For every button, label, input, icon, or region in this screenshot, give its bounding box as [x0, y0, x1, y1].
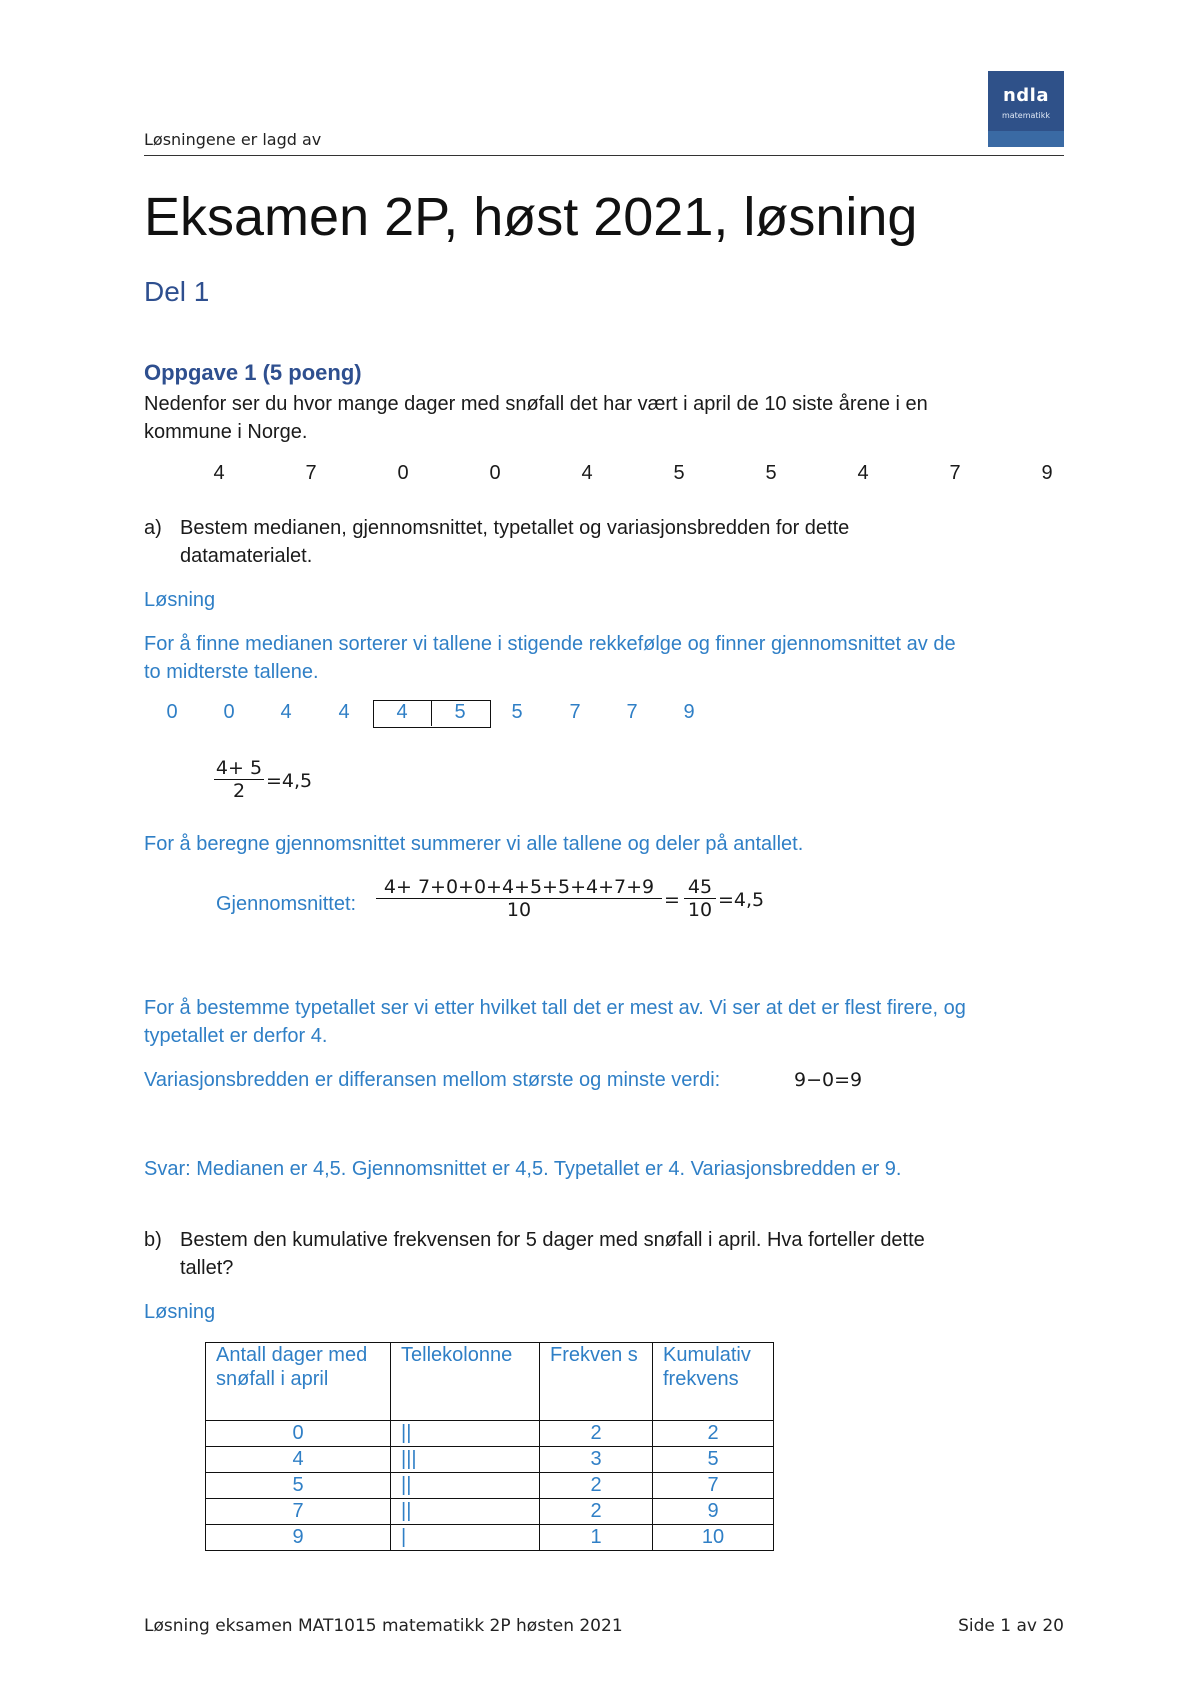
footer-title: Løsning eksamen MAT1015 matematikk 2P høsten 2021: [144, 1616, 623, 1636]
table-row: [206, 1525, 774, 1551]
table-row: [206, 1499, 774, 1525]
table-cell: 2: [653, 1421, 774, 1447]
sorted-value: 7: [626, 701, 638, 723]
median-fraction: [214, 757, 264, 802]
part-a-label: a): [144, 517, 162, 539]
data-value: 5: [673, 462, 685, 484]
sorted-value: 0: [223, 701, 235, 723]
table-cell: 9: [206, 1525, 391, 1551]
data-values-row: [0, 462, 1200, 492]
table-header-row: [206, 1343, 774, 1421]
mean-fraction-simplified: [684, 876, 716, 921]
median-highlight-box: [373, 700, 491, 728]
mean-frac2-denominator: 10: [687, 899, 713, 921]
part-b-text-line2: tallet?: [180, 1257, 234, 1279]
mean-frac-denominator: 10: [506, 899, 532, 921]
sorted-values-row: [0, 701, 1200, 731]
sorted-value: 5: [454, 701, 466, 723]
table-cell: 9: [653, 1499, 774, 1525]
part-b-solution-label: Løsning: [144, 1301, 216, 1323]
table-cell: 4: [206, 1447, 391, 1473]
table-cell: 0: [206, 1421, 391, 1447]
task-intro-line2: kommune i Norge.: [144, 421, 308, 443]
page-title: Eksamen 2P, høst 2021, løsning: [144, 187, 918, 247]
mean-label: Gjennomsnittet:: [216, 893, 357, 915]
table-cell: 10: [653, 1525, 774, 1551]
mean-frac-numerator: 4+ 7+0+0+4+5+5+4+7+9: [383, 876, 655, 898]
table-cell: 2: [540, 1499, 653, 1525]
footer-page-number: Side 1 av 20: [958, 1616, 1064, 1636]
data-value: 4: [213, 462, 225, 484]
section-heading: Del 1: [144, 276, 210, 307]
median-text-line1: For å finne medianen sorterer vi tallene i stigende rekkefølge og finner gjennomsnittet av de: [144, 633, 956, 655]
part-b-label: b): [144, 1229, 162, 1251]
mode-text-line2: typetallet er derfor 4.: [144, 1025, 328, 1047]
sorted-value: 9: [683, 701, 695, 723]
table-row: [206, 1473, 774, 1499]
sorted-value: 4: [338, 701, 350, 723]
header-credit: Løsningene er lagd av: [144, 130, 322, 149]
sorted-value: 0: [166, 701, 178, 723]
median-box-divider: [431, 700, 432, 726]
data-value: 7: [949, 462, 961, 484]
median-frac-denominator: 2: [232, 780, 246, 802]
mean-equals: =: [664, 889, 680, 911]
table-cell: ||: [391, 1499, 540, 1525]
task-heading: Oppgave 1 (5 poeng): [144, 360, 362, 385]
table-cell: 1: [540, 1525, 653, 1551]
table-header-cell: Kumulativ frekvens: [653, 1343, 774, 1421]
part-a-text-line1: Bestem medianen, gjennomsnittet, typetallet og variasjonsbredden for dette: [180, 517, 850, 539]
table-cell: 2: [540, 1421, 653, 1447]
table-cell: ||: [391, 1473, 540, 1499]
logo-subtitle: matematikk: [1001, 111, 1051, 120]
table-header-cell: Antall dager med snøfall i april: [206, 1343, 391, 1421]
table-header-cell: Tellekolonne: [391, 1343, 540, 1421]
part-b-text-line1: Bestem den kumulative frekvensen for 5 dager med snøfall i april. Hva forteller dette: [180, 1229, 925, 1251]
data-value: 0: [489, 462, 501, 484]
table-cell: |||: [391, 1447, 540, 1473]
data-value: 5: [765, 462, 777, 484]
part-a-answer: Svar: Medianen er 4,5. Gjennomsnittet er 4,5. Typetallet er 4. Variasjonsbredden er 9.: [144, 1158, 902, 1180]
median-frac-numerator: 4+ 5: [215, 757, 263, 779]
data-value: 4: [857, 462, 869, 484]
logo-bottom-band: [988, 131, 1064, 147]
data-value: 4: [581, 462, 593, 484]
table-row: [206, 1447, 774, 1473]
median-text-line2: to midterste tallene.: [144, 661, 319, 683]
logo-wordmark: ndla: [1002, 85, 1049, 106]
task-intro-line1: Nedenfor ser du hvor mange dager med snøfall det har vært i april de 10 siste årene i en: [144, 393, 928, 415]
table-cell: 5: [653, 1447, 774, 1473]
table-cell: 7: [653, 1473, 774, 1499]
table-header-cell: Frekven s: [540, 1343, 653, 1421]
range-text: Variasjonsbredden er differansen mellom største og minste verdi:: [144, 1069, 721, 1091]
table-row: [206, 1421, 774, 1447]
table-cell: |: [391, 1525, 540, 1551]
frequency-table: [205, 1342, 774, 1551]
range-expression: 9−0=9: [794, 1069, 863, 1091]
sorted-value: 7: [569, 701, 581, 723]
table-cell: ||: [391, 1421, 540, 1447]
sorted-value: 5: [511, 701, 523, 723]
mean-frac2-numerator: 45: [687, 876, 713, 898]
mean-fraction: [376, 876, 662, 921]
data-value: 0: [397, 462, 409, 484]
median-result: =4,5: [266, 770, 313, 792]
mean-result: =4,5: [718, 889, 765, 911]
data-value: 9: [1041, 462, 1053, 484]
table-cell: 3: [540, 1447, 653, 1473]
table-cell: 5: [206, 1473, 391, 1499]
mean-text: For å beregne gjennomsnittet summerer vi alle tallene og deler på antallet.: [144, 833, 804, 855]
part-a-text-line2: datamaterialet.: [180, 545, 313, 567]
mode-text-line1: For å bestemme typetallet ser vi etter hvilket tall det er mest av. Vi ser at det er flest firere, og: [144, 997, 966, 1019]
header-rule: [144, 155, 1064, 156]
part-a-solution-label: Løsning: [144, 589, 216, 611]
table-cell: 7: [206, 1499, 391, 1525]
table-cell: 2: [540, 1473, 653, 1499]
sorted-value: 4: [280, 701, 292, 723]
ndla-logo: [988, 71, 1064, 147]
sorted-value: 4: [396, 701, 408, 723]
data-value: 7: [305, 462, 317, 484]
